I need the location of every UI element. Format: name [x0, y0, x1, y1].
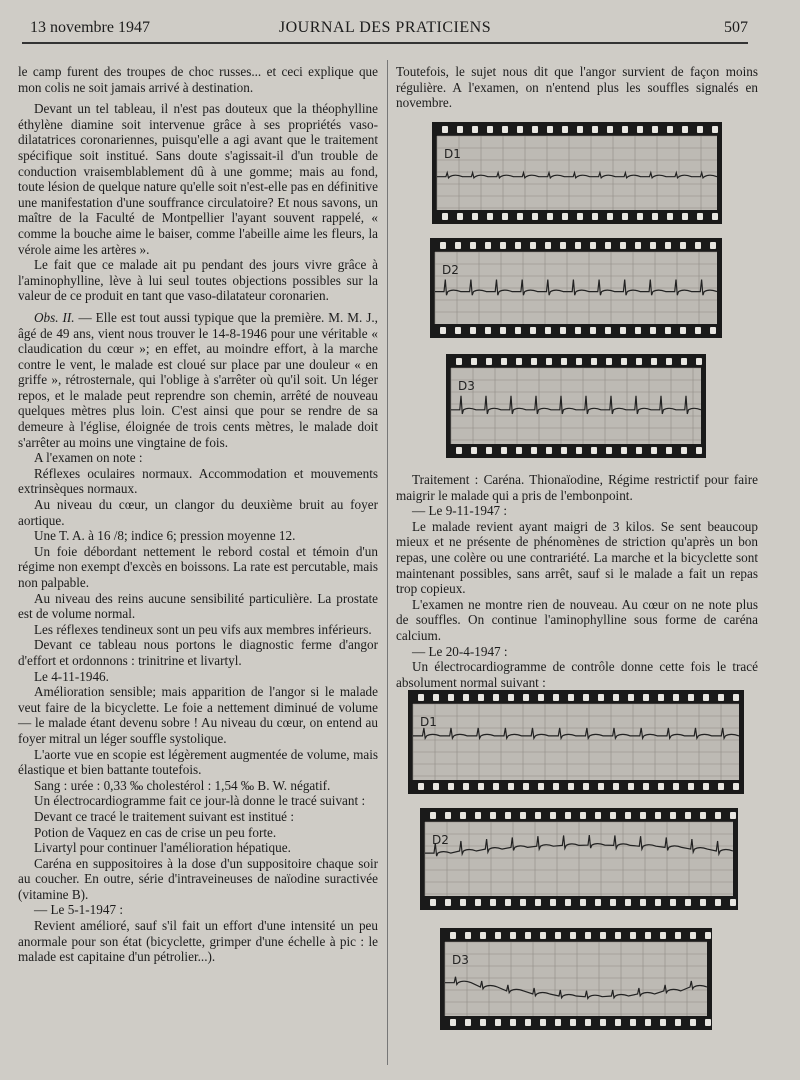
ecg-trace-d3-control: [440, 928, 712, 1030]
ecg-lead-label: D3: [452, 953, 469, 967]
paragraph-text: Au niveau du cœur, un clangor du deuxième bruit au foyer aortique.: [18, 497, 378, 528]
paragraph: [18, 778, 378, 794]
paragraph: [396, 644, 758, 660]
paragraph: [18, 497, 378, 528]
paragraph: [18, 669, 378, 685]
paragraph: [18, 591, 378, 622]
ecg-strip-5: [420, 808, 738, 910]
paragraph-text: L'examen ne montre rien de nouveau. Au cœur on ne note plus de souffles. On continue l'aminophylline sous forme de caréna calcium.: [396, 596, 758, 643]
paragraph-text: Livartyl pour continuer l'amélioration hépatique.: [34, 840, 291, 856]
paragraph: [18, 856, 378, 903]
header-page-number: 507: [724, 19, 748, 36]
ecg-trace-d2-first: [430, 238, 722, 338]
paragraph-text: Réflexes oculaires normaux. Accommodation et mouvements extrinsèques normaux.: [18, 465, 378, 497]
paragraph-text: Devant un tel tableau, il n'est pas douteux que la théophylline éthylène diamine soit intervenue grâce à ses propriétés vaso-dilatatrices coronariennes, puisqu'elle a agi avant que le traitement spécifique soit institué. Sans doute s'agissait-il d'un trouble de conduction vraisemblablement dû à une gomme; mais au fond, toute lésion de quelque nature qu'elle soit n'est-elle pas en définitive une manifestation d'une souffrance circulatoire? Et nous savons, un maître de la Faculté de Montpellier l'ayant souvent rappelé, « comme la bouche aime le baiser, comme l'abeille aime les fleurs, la vérole aime les artères ».: [18, 101, 378, 257]
paragraph-text: L'aorte vue en scopie est légèrement augmentée de volume, mais élastique et bien battante toutefois.: [18, 746, 378, 778]
paragraph: [18, 64, 378, 95]
ecg-strip-1: [432, 122, 722, 224]
paragraph-text: Un électrocardiogramme de contrôle donne cette fois le tracé absolument normal suivant :: [396, 659, 758, 690]
column-divider: [387, 60, 388, 1065]
ecg-strip-6: [440, 928, 712, 1030]
paragraph: [18, 544, 378, 591]
ecg-trace-d1-control: [408, 690, 744, 794]
paragraph: [18, 825, 378, 841]
paragraph: [18, 840, 378, 856]
paragraph: [18, 466, 378, 497]
paragraph: [18, 257, 378, 304]
paragraph: [18, 622, 378, 638]
paragraph-text: Un foie débordant nettement le rebord costal et témoin d'un régime non exempt d'excès en boissons. La rate est percutable, mais non palpable.: [18, 543, 378, 590]
running-header: [22, 16, 748, 44]
paragraph-text: Une T. A. à 16 /8; indice 6; pression moyenne 12.: [34, 528, 296, 544]
right-column-intro: [396, 64, 758, 111]
paragraph-text: — Le 20-4-1947 :: [412, 643, 508, 659]
paragraph: [18, 450, 378, 466]
header-journal-title: JOURNAL DES PRATICIENS: [278, 19, 492, 36]
ecg-lead-label: D1: [420, 715, 437, 729]
paragraph-text: Le 4-11-1946.: [34, 668, 109, 684]
paragraph-text: le camp furent des troupes de choc russes... et ceci explique que mon colis ne soit jamais arrivé à destination.: [18, 64, 378, 95]
right-column-body: [396, 472, 758, 690]
paragraph-text: Revient amélioré, sauf s'il fait un effort d'une intensité un peu anormale pour son état (bicyclette, grimper d'une échelle à pic : le malade est capitaine d'un pétrolier...).: [18, 918, 378, 965]
paragraph-text: Un électrocardiogramme fait ce jour-là donne le tracé suivant :: [34, 793, 366, 809]
paragraph-text: Les réflexes tendineux sont un peu vifs aux membres inférieurs.: [34, 621, 372, 637]
paragraph: [18, 809, 378, 825]
paragraph-text: — Le 9-11-1947 :: [412, 503, 508, 519]
paragraph-text: Le fait que ce malade ait pu pendant des jours vivre grâce à l'aminophylline, lève à lui seul toutes objections possibles sur la valeur de ce produit en tant que vaso-dilatateur coronarien.: [18, 257, 378, 304]
paragraph: [18, 101, 378, 257]
paragraph-text: Traitement : Caréna. Thionaïodine, Régime restrictif pour faire maigrir le malade qui a pris de l'embonpoint.: [396, 472, 758, 503]
paragraph-text: Potion de Vaquez en cas de crise un peu forte.: [34, 824, 277, 840]
ecg-lead-label: D2: [432, 833, 449, 847]
paragraph-text: Devant ce tracé le traitement suivant est institué :: [34, 808, 294, 824]
paragraph: [396, 503, 758, 519]
ecg-lead-label: D1: [444, 147, 461, 161]
header-date: 13 novembre 1947: [30, 19, 150, 36]
paragraph: [396, 659, 758, 690]
left-column: [18, 64, 378, 965]
paragraph: [18, 528, 378, 544]
paragraph: [18, 793, 378, 809]
paragraph: [18, 747, 378, 778]
paragraph: [396, 519, 758, 597]
paragraph: [396, 597, 758, 644]
paragraph-text: A l'examen on note :: [34, 450, 143, 466]
paragraph: [18, 310, 378, 450]
ecg-strip-4: [408, 690, 744, 794]
paragraph-text: Caréna en suppositoires à la dose d'un suppositoire chaque soir au coucher. En outre, série d'intraveineuses de naïodine suractivée (vitamine B).: [18, 855, 378, 902]
paragraph-text: Amélioration sensible; mais apparition de l'angor si le malade veut faire de la bicyclette. Le foie a nettement diminué de volume — le malade étant devenu sobre ! Au niveau du cœur, on entend au foyer mitral un léger souffle systolique.: [18, 684, 378, 746]
paragraph-text: Toutefois, le sujet nous dit que l'angor survient de façon moins régulière. A l'examen, on n'entend plus les souffles signalés en novembre.: [396, 64, 758, 111]
observation-label: Obs. II.: [34, 309, 75, 325]
ecg-trace-d2-control: [420, 808, 738, 910]
paragraph: [18, 684, 378, 746]
paragraph-text: — Elle est tout aussi typique que la première. M. M. J., âgé de 49 ans, vient nous trouver le 14-8-1946 pour une véritable « claudication du cœur »; en effet, au moindre effort, à la marche contre le vent, le malade est cloué sur place par une douleur « en griffe », rétrosternale, qui l'oblige à s'arrêter où qu'il soit. Un léger repos, et le malade peut reprendre son chemin, arrêté de nouveau quelques mètres plus loin. C'est ainsi que pour se rendre de sa demeure à l'église, éloignée de trois cents mètres, le malade doit s'arrêter au moins une vingtaine de fois.: [18, 309, 378, 450]
ecg-lead-label: D3: [458, 379, 475, 393]
paragraph: [396, 64, 758, 111]
ecg-strip-3: [446, 354, 706, 458]
ecg-trace-d3-first: [446, 354, 706, 458]
paragraph-text: — Le 5-1-1947 :: [34, 902, 123, 918]
paragraph: [396, 472, 758, 503]
paragraph-text: Le malade revient ayant maigri de 3 kilos. Se sent beaucoup mieux et ne présente de phénomènes de striction qu'après un bon repas, une colère ou une contrariété. La marche et la bicyclette sont maintenant possibles, sans arrêt, sauf si le malade a fait un repas trop copieux.: [396, 518, 758, 597]
paragraph-text: Devant ce tableau nous portons le diagnostic ferme d'angor d'effort et ordonnons : trinitrine et livartyl.: [18, 637, 378, 668]
paragraph-text: Sang : urée : 0,33 ‰ cholestérol : 1,54 ‰ B. W. négatif.: [34, 777, 331, 793]
paragraph: [18, 637, 378, 668]
paragraph: [18, 902, 378, 918]
paragraph-text: Au niveau des reins aucune sensibilité particulière. La prostate est de volume normal.: [18, 590, 378, 622]
ecg-trace-d1-first: [432, 122, 722, 224]
ecg-lead-label: D2: [442, 263, 459, 277]
ecg-strip-2: [430, 238, 722, 338]
paragraph: [18, 918, 378, 965]
